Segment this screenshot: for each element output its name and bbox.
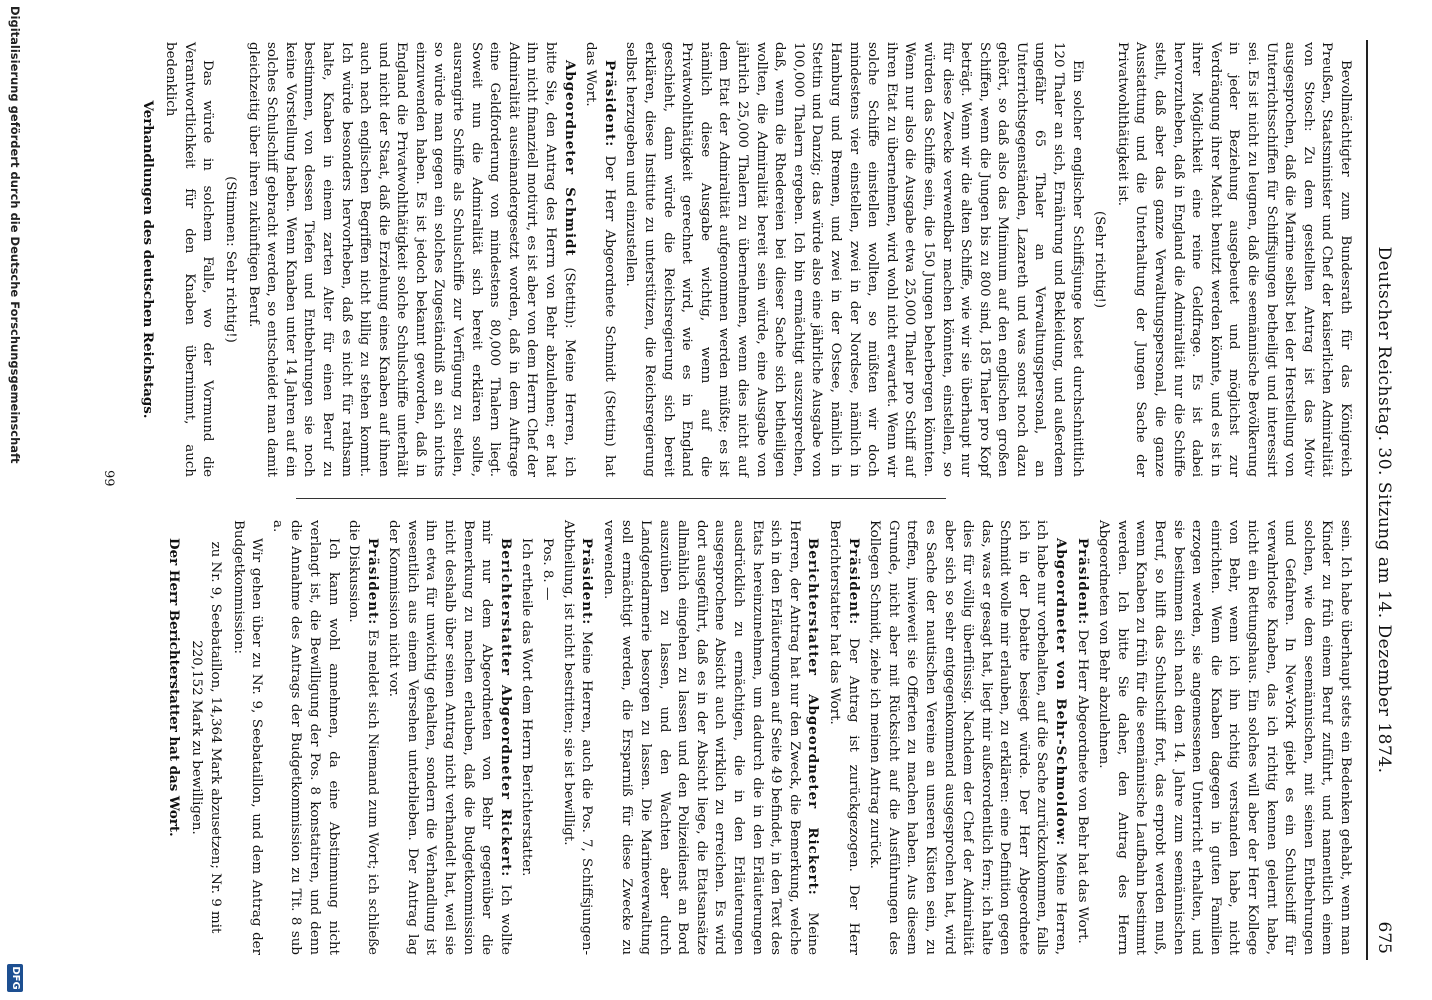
paragraph (865, 520, 1071, 955)
speaker-name: Präsident: (579, 538, 596, 626)
paragraph: Pos. 8. — (540, 538, 556, 601)
paragraph: Ich ertheile das Wort dem Herrn Berichterstatter. (519, 538, 535, 877)
applause-note: (Sehr richtig!) (1092, 210, 1108, 309)
speaker-name: Präsident: (845, 538, 862, 626)
paragraph: Bevollmächtigter zum Bundesrath für das Königreich Preußen, Staatsminister und Chef der kaiserlichen Admiralität von Stosch: Zu dem gestellten Antrag ist das Motiv ausgesprochen, daß die Marine selbst bei der Herstellung von Unterrichtsschiffen für Schiffsjungen betheiligt und interessirt sei. Es ist nicht zu leugnen, daß die seemännische Bevölkerung in jeder Beziehung ausgebeutet und möglichst zur Verdrängung ihrer Macht benutzt werden könnte, und es ist in ihrer Möglichkeit eine reine Geldfrage. Es ist dabei hervorzuheben, daß in England die Admiralität nur die Schiffe stellt, daß aber das ganze Verwaltungspersonal, die ganze Ausstattung und die Unterhaltung der Jungen Sache der Privatwohlthätigkeit ist. (1114, 42, 1353, 477)
paragraph (824, 520, 862, 955)
speaker-name: Abgeordneter Schmidt (561, 60, 578, 257)
digitization-notice-bar (2, 2, 24, 998)
sheet-number: 99 (101, 470, 116, 487)
speech-text: Meine Herren, auch die Pos. 7, Schiffsjungen-Abtheilung, ist nicht bestritten; sie ist bewilligt. (560, 520, 595, 955)
speaker-name: Berichterstatter Abgeordneter Rickert: (805, 538, 822, 896)
speech-text: Ich wollte mir nur dem Abgeordneten von Behr gegenüber die Bemerkung zu machen erlauben, daß die Budgetkommission nicht deshalb über seinen Antrag nicht verhandelt hat, weil sie ihn etwa für unwichtig gehalten, sondern die Verhandlung ist wesentlich aus einem Versehen unterblieben. Der Antrag lag der Kommission nicht vor. (386, 520, 513, 955)
paragraph: Ein solcher englischer Schiffsjunge kostet durchschnittlich 120 Thaler an sich, Ernährung und Bekleidung, und außerdem ungefähr 65 Thaler an Verwaltungspersonal, an Unterrichtsgegenständen, Lazareth und was sonst noch dazu gehört, so daß also das Minimum auf den englischen großen Schiffen, wenn die Jungen bis zu 800 sind, 185 Thaler pro Kopf beträgt. Wenn wir die alten Schiffe, wie wir sie überhaupt nur für diese Zwecke verwendbar machen könnten, einstellen, so würden das Schiffe sein, die 150 Jungen beherbergen könnten. Wenn nur also die Ausgabe etwa 25,000 Thaler pro Schiff auf ihren Etat zu übernehmen, wird wohl nicht erwartet. Wenn wir solche Schiffe einstellen wollten, so müßten wir doch mindestens vier einstellen, zwei in der Nordsee, nämlich in Hamburg und Bremen, und zwei in der Ostsee, nämlich in Stettin und Danzig; das würde also eine jährliche Ausgabe von 100,000 Thalern ergeben. Ich bin ermächtigt auszusprechen, daß, wenn die Rhedereien bei dieser Sache sich betheiligen wollten, die Admiralität bereit sein würde, eine Ausgabe von jährlich 25,000 Thalern zu übernehmen, wenn dies nicht auf dem Etat der Admiralität aufgenommen werden müßte; es ist nämlich diese Ausgabe wichtig, wenn auf die Privatwohlthätigkeit gerechnet wird, wie es in England geschieht, dann würde die Reichsregierung sich bereit erklären, diese Institute zu unterstützen, die Reichsregierung selbst herzugeben und einzustellen. (623, 42, 1085, 477)
page-number: 675 (1374, 921, 1394, 954)
speech-text: Der Antrag ist zurückgezogen. Der Herr Berichterstatter hat das Wort. (826, 520, 861, 955)
speaker-name: Berichterstatter Abgeordneter Rickert: (497, 538, 514, 878)
digitization-notice: Digitalisierung gefördert durch die Deutsche Forschungsgemeinschaft (8, 6, 22, 464)
paragraph: Wir gehen über zu Nr. 9, Seebataillon, und dem Antrag der Budgetkommission: (230, 520, 265, 955)
page-title: Deutscher Reichstag. 30. Sitzung am 14. Dezember 1874. (1374, 246, 1394, 774)
paragraph (581, 42, 619, 477)
speech-text: (Stettin): Meine Herren, ich bitte Sie, den Antrag des Herrn von Behr abzulehnen; er hat ihn nicht finanziell motivirt, es ist aber von dem Herrn Chef der Admiralität auseinandergesetzt worden, daß in dem Auftrage eine Geldforderung von mindestens 80,000 Thalern liegt. Soweit nun die Admiralität sich bereit erklären sollte, ausrangirte Schiffe als Schulschiffe zur Verfügung zu stellen, so würde man gegen ein solches Zugeständniß an sich nichts einzuwenden haben. Es ist jedoch bekannt geworden, daß in England die Privatwohlthätigkeit solche Schulschiffe unterhält und nicht der Staat, daß die Erziehung eines Knaben auf ihnen auch nach englischen Begriffen nicht billig zu stehen kommt. Ich würde besonders hervorheben, daß es nicht für rathsam halte, Knaben in einem zarten Alter für einen Beruf zu bestimmen, von dessen Tiefen und Entbehrungen sie noch keine Vorstellung haben. Wenn Knaben unter 14 Jahren auf ein solches Schulschiff gebracht werden, so entscheidet man damit gleichzeitig über ihren zukünftigen Beruf. (245, 42, 577, 477)
speech-text: Meine Herren, ich habe nur vorbehalten, auf die Sache zurückzukommen, falls ich in der Debatte besiegt würde. Der Herr Abgeordnete Schmidt wolle mir erlauben, zu erklären: eine Definition gegen das, was er gesagt hat, liegt mir außerordentlich fern; ich halte dies für völlig überflüssig. Nachdem der Chef der Admiralität aber sich so sehr entgegenkommend ausgesprochen hat, wird es Sache der nautischen Vereine an unseren Küsten sein, zu treffen, inwieweit sie Offerten zu machen haben. Aus diesem Grunde, nicht aber mit Rücksicht auf die Ausführungen des Kollegen Schmidt, ziehe ich meinen Antrag zurück. (867, 520, 1069, 955)
paragraph: Der Herr Berichterstatter hat das Wort. (165, 538, 182, 837)
paragraph (598, 520, 822, 955)
paragraph (384, 520, 515, 955)
column-divider (296, 498, 946, 499)
column-footer-title: Verhandlungen des deutschen Reichstags. (139, 100, 156, 419)
applause-note: (Stimmen: Sehr richtig!) (222, 176, 238, 343)
speaker-name: Präsident: (1074, 538, 1091, 626)
paragraph: Ich kann wohl annehmen, da eine Abstimmung nicht verlangt ist, die Bewilligung der Pos. 8 konstatiren, und denn die Annahme des Antrags der Budgetkommission zu Tit. 8 sub a. (269, 520, 341, 955)
paragraph: Das würde in solchem Falle, wo der Vormund die Verantwortlichkeit für den Knaben übernimmt, auch bedenklich (163, 42, 216, 477)
speech-text: Meine Herren, der Antrag hat nur den Zweck, die Bemerkung, welche sich in den Erläuterungen auf Seite 49 befindet, in den Text des Etats hereinzunehmen, um dadurch die in den Erläuterungen ausdrücklich zu ermächtigen, die in den Erläuterungen ausgesprochene Absicht auch wirklich zu erreichen. Es wird dort ausgeführt, daß es in der Absicht liege, die Etatsansätze allmählich eingehen zu lassen und den Polizeidienst an Bord auszuüben zu lassen, und den Wachten aber durch Landgendarmerie besorgen zu lassen. Die Marineverwaltung soll ermächtigt werden, die Ersparniß für diese Zwecke zu verwenden. (600, 520, 821, 955)
paragraph (344, 520, 382, 955)
dfg-logo-icon: DFG (7, 964, 23, 992)
speech-text: Der Herr Abgeordnete von Behr hat das Wort. (1074, 625, 1090, 944)
paragraph (558, 520, 596, 955)
speaker-name: Präsident: (601, 60, 618, 148)
speaker-name: Präsident: (364, 538, 381, 626)
speech-text: Der Herr Abgeordnete Schmidt (Stettin) hat das Wort. (583, 42, 617, 477)
right-column (165, 520, 1354, 955)
paragraph (1072, 520, 1092, 955)
left-column (139, 42, 1354, 477)
motion-text: zu Nr. 9, Seebataillon, 14,364 Mark abzusetzen; Nr. 9 mit 220,152 Mark zu bewilligen. (189, 541, 223, 934)
paragraph (243, 42, 579, 477)
speaker-name: Abgeordneter von Behr-Schmoldow: (1053, 538, 1070, 847)
paragraph: sein. Ich habe überhaupt stets ein Bedenken gehabt, wenn man Kinder zu früh einem Beruf zuführt, und namentlich einem solchen, wie dem seemännischen, mit seinen Entbehrungen und Gefahren. In New-York giebt es ein Schulschiff für verwahrloste Knaben, das ich richtig kennen gelernt habe, nicht ein Rettungshaus. Ein solches will aber der Herr Kollege von Behr, wenn ich ihn richtig verstanden habe, nicht einrichten. Wenn die Knaben dagegen in guten Familien erzogen werden, sie angemessenen Unterricht erhalten, und sie bestimmen sich nach dem 14. Jahre zum seemännischen Beruf, so hilft das Schulschiff fort, das erprobt werden muß, wenn Knaben zu früh für die seemännische Laufbahn bestimmt werden. Ich bitte Sie daher, den Antrag des Herrn Abgeordneten von Behr abzulehnen. (1096, 520, 1353, 955)
speech-text: Es meldet sich Niemand zum Wort; ich schließe die Diskussion. (346, 520, 380, 955)
page-header (1366, 40, 1396, 960)
